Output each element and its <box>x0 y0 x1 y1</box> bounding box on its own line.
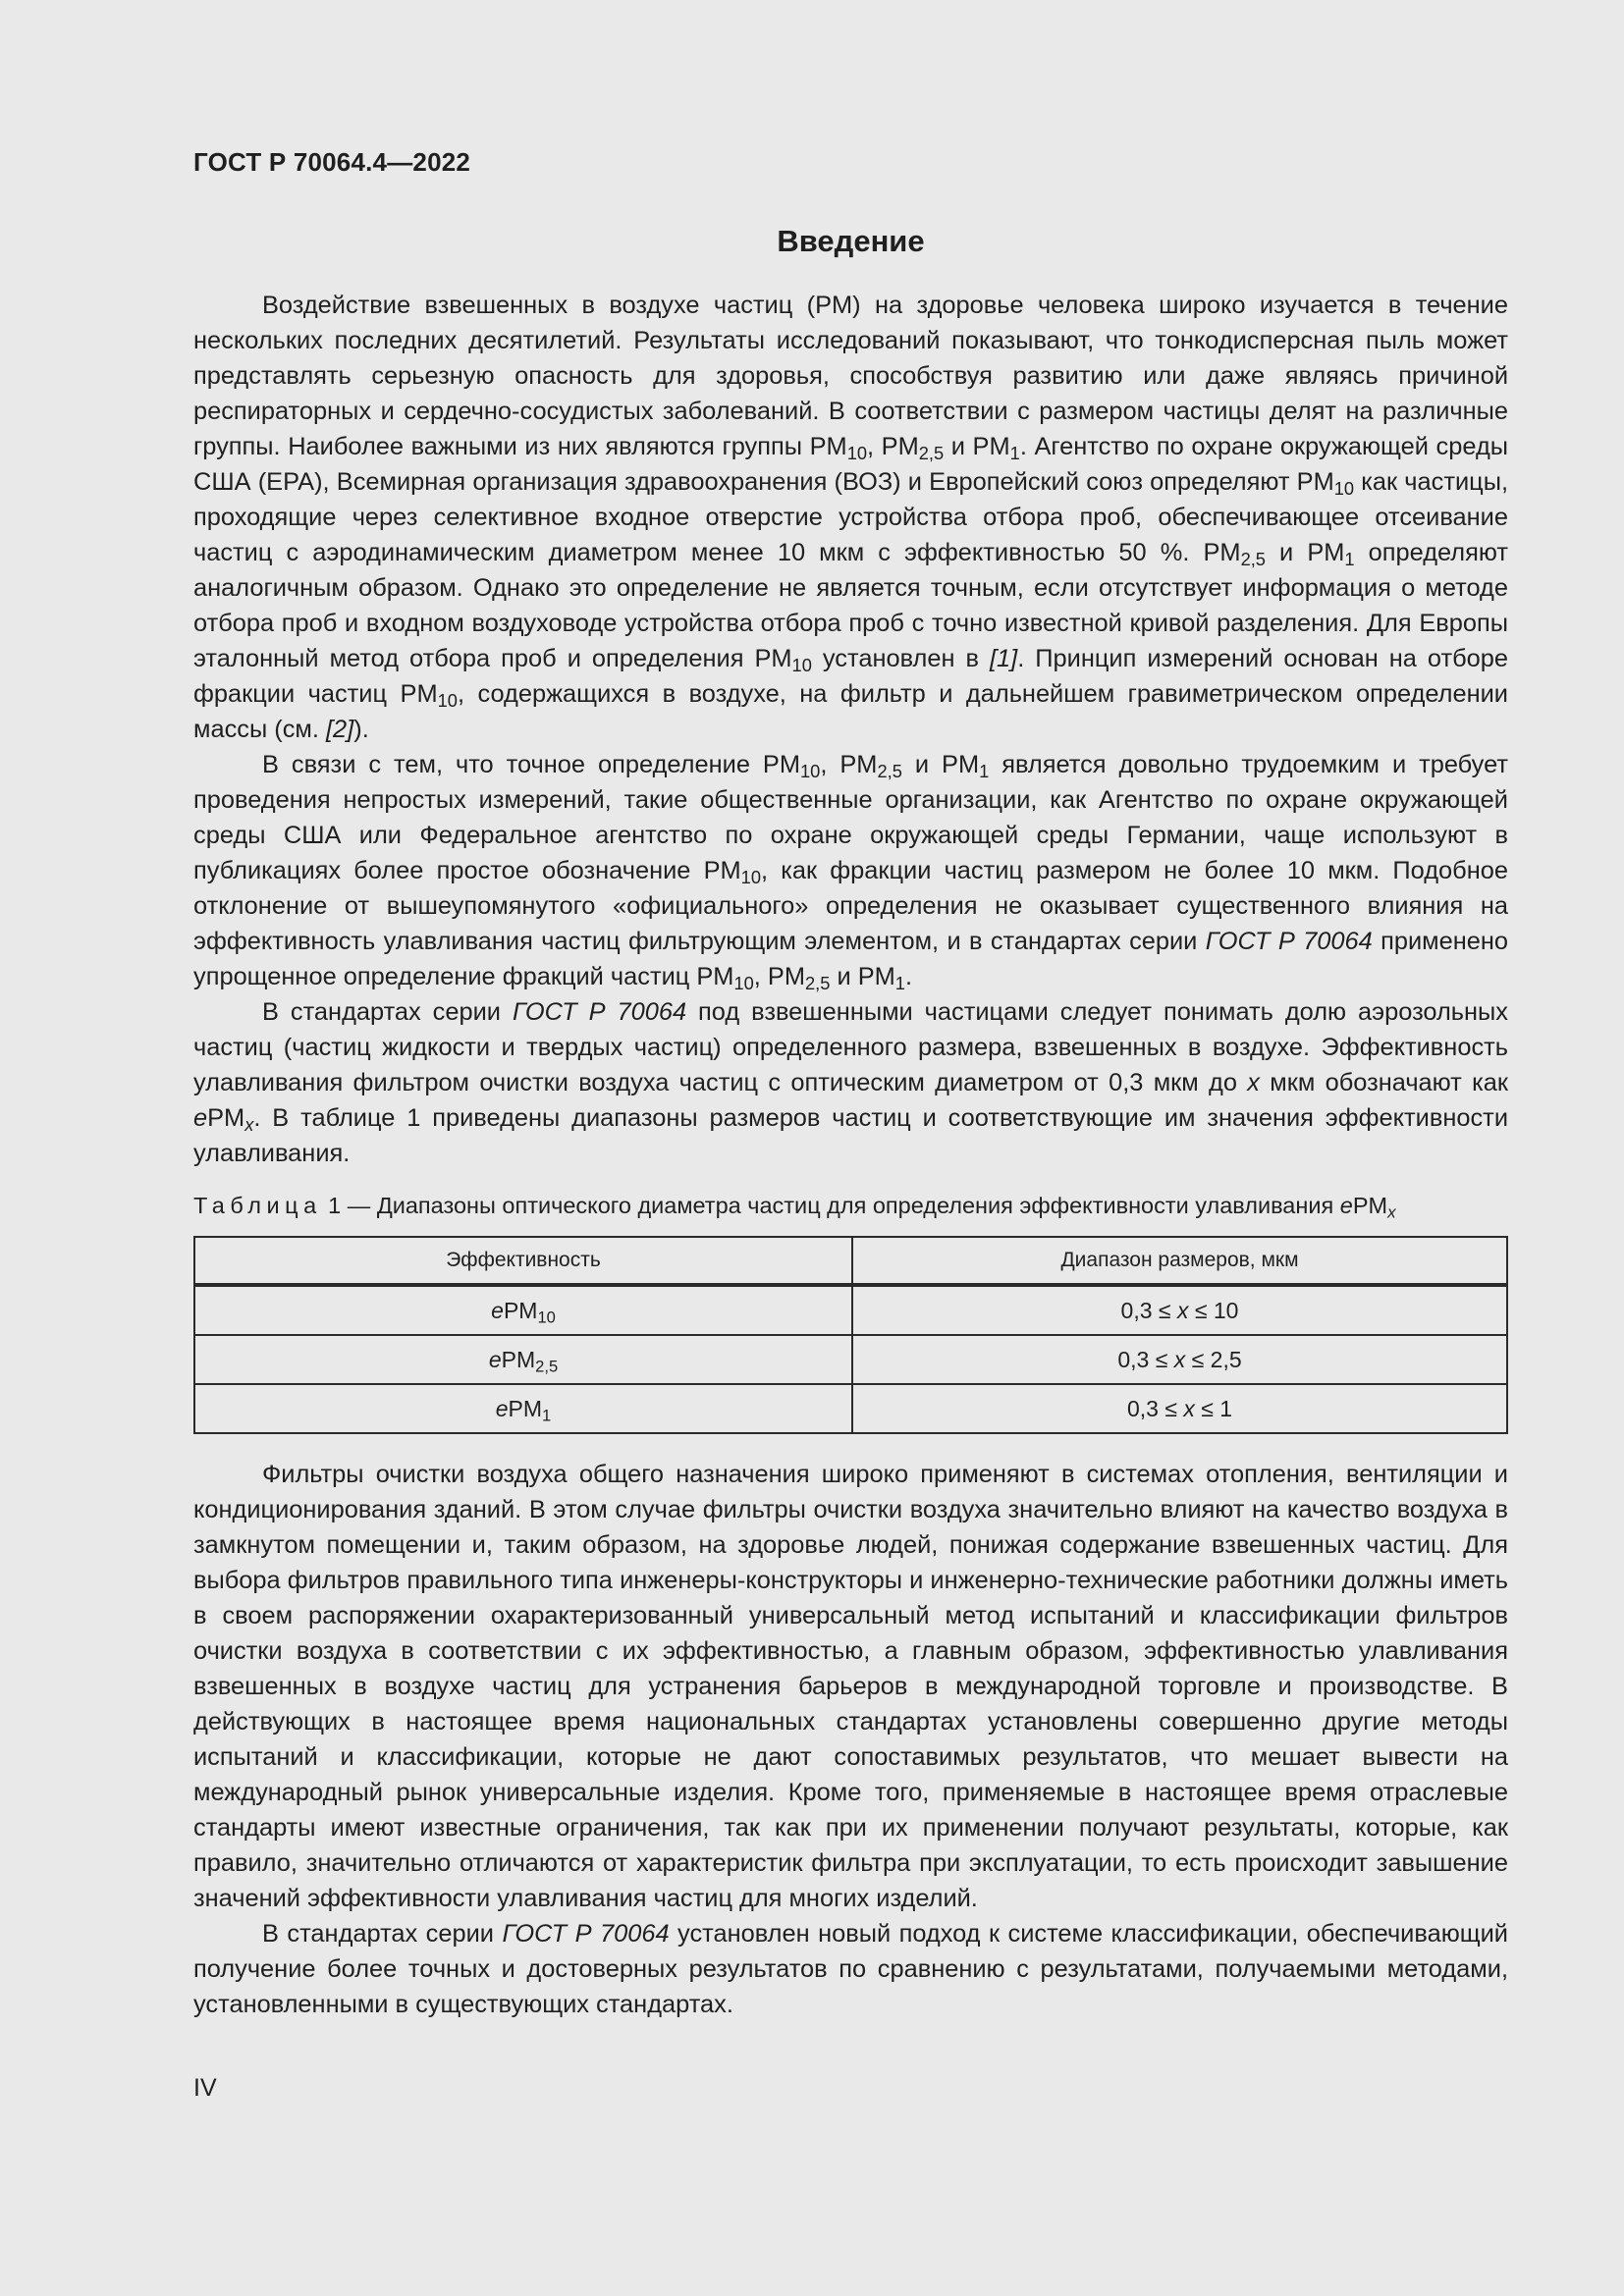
table-caption: Таблица 1 — Диапазоны оптического диаметра частиц для определения эффективности улавливания ePM$_x$ <box>193 1193 1396 1222</box>
table-row <box>194 1335 1507 1384</box>
page-number: IV <box>193 2074 217 2102</box>
size-range-cell: 0,3 ≤ x ≤ 1 <box>852 1384 1507 1433</box>
reference-link-1: [1] <box>990 645 1018 672</box>
table-header-row <box>194 1237 1507 1285</box>
paragraph-1: Воздействие взвешенных в воздухе частиц (PM) на здоровье человека широко изучается в течение нескольких последних десятилетий. Результаты исследований показывают, что тонкодисперсная пыль может представлять серьезную опасность для здоровья, способствуя развитию или даже являясь причиной респираторных и сердечно-сосудистых заболеваний. В соответствии с размером частицы делят на различные группы. Наиболее важными из них являются группы $PM_{10}$, $PM_{2,5}$ и $PM_1$. Агентство по охране окружающей среды США (EPA), Всемирная организация здравоохранения (ВОЗ) и Европейский союз определяют $PM_{10}$ как частицы, проходящие через селективное входное отверстие устройства отбора проб, обеспечивающее отсеивание частиц с аэродинамическим диаметром менее 10 мкм с эффективностью 50 %. $PM_{2,5}$ и $PM_1$ определяют аналогичным образом. Однако это определение не является точным, если отсутствует информация о методе отбора проб и входном воздуховоде устройства отбора проб с точно известной кривой разделения. Для Европы эталонный метод отбора проб и определения $PM_{10}$ установлен в [1]. Принцип измерений основан на отборе фракции частиц $PM_{10}$, содержащихся в воздухе, на фильтр и дальнейшем гравиметрическом определении массы (см. [2]). <box>193 292 1509 743</box>
paragraph-2: В связи с тем, что точное определение $PM_{10}$, $PM_{2,5}$ и $PM_1$ является довольно трудоемким и требует проведения непростых измерений, такие общественные организации, как Агентство по охране окружающей среды США или Федеральное агентство по охране окружающей среды Германии, чаще используют в публикациях более простое обозначение $PM_{10}$, как фракции частиц размером не более 10 мкм. Подобное отклонение от вышеупомянутого «официального» определения не оказывает существенного влияния на эффективность улавливания частиц фильтрующим элементом, и в стандартах серии ГОСТ Р 70064 применено упрощенное определение фракций частиц $PM_{10}$, $PM_{2,5}$ и $PM_1$. <box>193 751 1508 994</box>
standard-series-ref: ГОСТ Р 70064 <box>512 998 687 1026</box>
standard-series-ref: ГОСТ Р 70064 <box>502 1920 670 1948</box>
efficiency-cell: ePM$_{10}$ <box>194 1285 852 1335</box>
introduction-text-bottom <box>193 1457 1508 2022</box>
efficiency-cell: ePM$_{2,5}$ <box>194 1335 852 1384</box>
paragraph-5: В стандартах серии ГОСТ Р 70064 установлен новый подход к системе классификации, обеспечивающий получение более точных и достоверных результатов по сравнению с результатами, получаемыми методами, установленными в существующих стандартах. <box>193 1920 1508 2018</box>
column-header-efficiency: Эффективность <box>194 1237 852 1285</box>
efficiency-cell: ePM$_1$ <box>194 1384 852 1433</box>
reference-link-2: [2] <box>326 716 354 743</box>
paragraph-4: Фильтры очистки воздуха общего назначения широко применяют в системах отопления, вентиляции и кондиционирования зданий. В этом случае фильтры очистки воздуха значительно влияют на качество воздуха в замкнутом помещении и, таким образом, на здоровье людей, понижая содержание взвешенных частиц. Для выбора фильтров правильного типа инженеры-конструкторы и инженерно-технические работники должны иметь в своем распоряжении охарактеризованный универсальный метод испытаний и классификации фильтров очистки воздуха в соответствии с их эффективностью, а главным образом, эффективностью улавливания взвешенных в воздухе частиц для устранения барьеров в международной торговле и производстве. В действующих в настоящее время национальных стандартах установлены совершенно другие методы испытаний и классификации, которые не дают сопоставимых результатов, что мешает вывести на международный рынок универсальные изделия. Кроме того, применяемые в настоящее время отраслевые стандарты имеют известные ограничения, так как при их применении получают результаты, которые, как правило, значительно отличаются от характеристик фильтра при эксплуатации, то есть происходит завышение значений эффективности улавливания частиц для многих изделий. <box>193 1461 1508 1912</box>
standard-series-ref: ГОСТ Р 70064 <box>1205 928 1373 955</box>
table-row <box>194 1285 1507 1335</box>
introduction-text-top <box>193 288 1508 1171</box>
section-title: Введение <box>777 224 925 258</box>
standard-code: ГОСТ Р 70064.4—2022 <box>193 147 471 177</box>
efficiency-ranges-table <box>193 1236 1508 1434</box>
column-header-size-range: Диапазон размеров, мкм <box>852 1237 1507 1285</box>
table-row <box>194 1384 1507 1433</box>
size-range-cell: 0,3 ≤ x ≤ 10 <box>852 1285 1507 1335</box>
paragraph-3: В стандартах серии ГОСТ Р 70064 под взвешенными частицами следует понимать долю аэрозольных частиц (частиц жидкости и твердых частиц) определенного размера, взвешенных в воздухе. Эффективность улавливания фильтром очистки воздуха частиц с оптическим диаметром от 0,3 мкм до x мкм обозначают как ePM$_x$. В таблице 1 приведены диапазоны размеров частиц и соответствующие им значения эффективности улавливания. <box>193 998 1508 1167</box>
size-range-cell: 0,3 ≤ x ≤ 2,5 <box>852 1335 1507 1384</box>
